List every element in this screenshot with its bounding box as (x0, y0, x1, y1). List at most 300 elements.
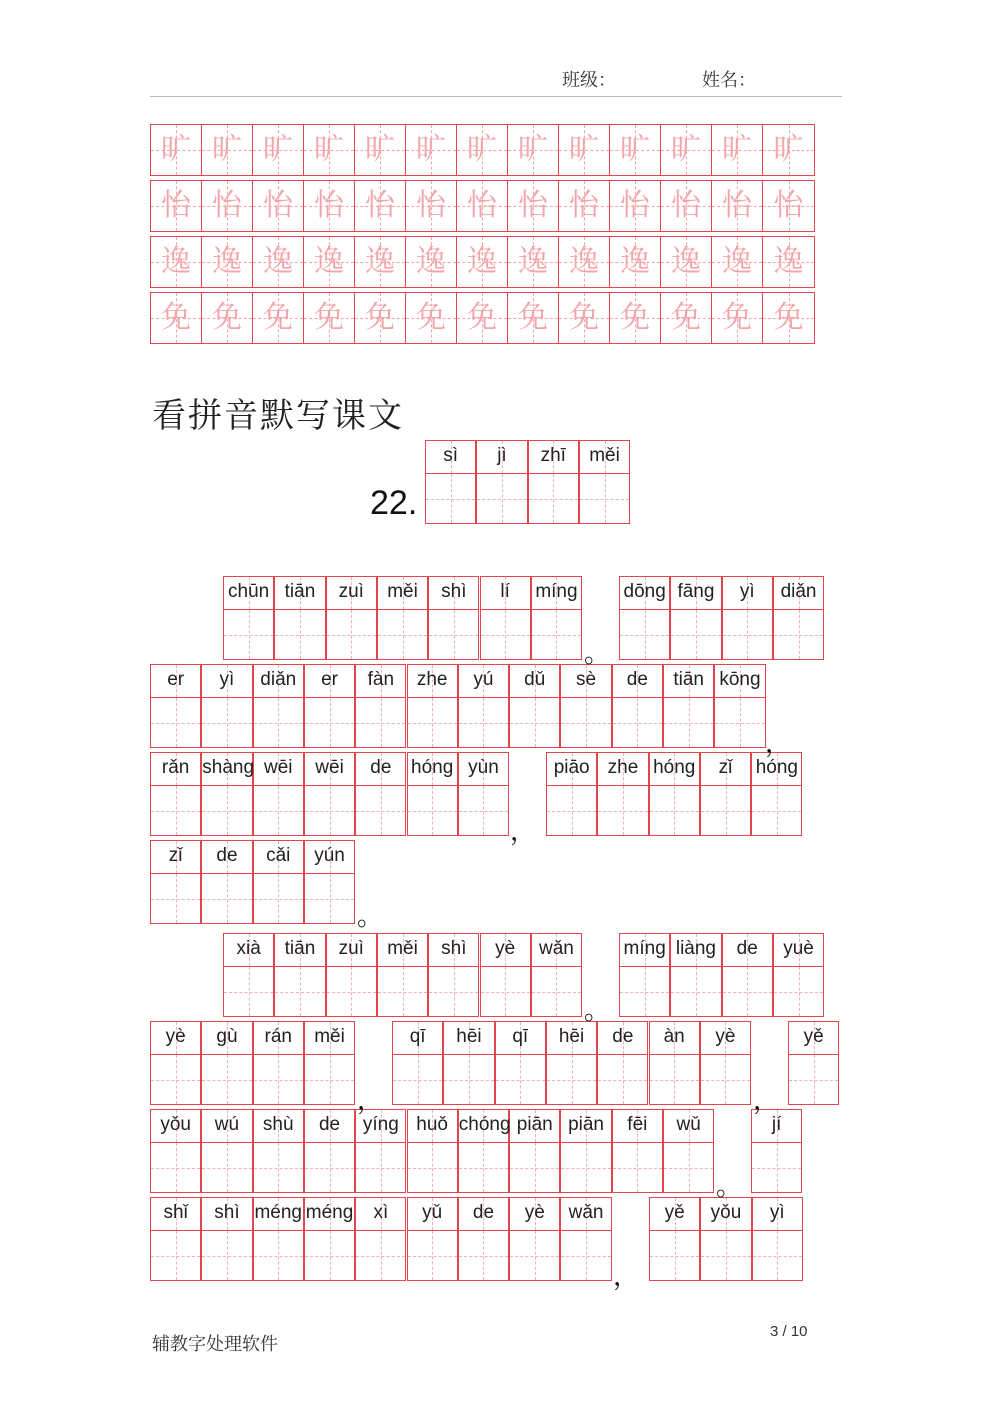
practice-cell[interactable] (151, 125, 202, 175)
pinyin-cell (700, 1021, 751, 1105)
pinyin-cell (150, 752, 201, 836)
practice-cell[interactable] (406, 237, 457, 287)
practice-cell[interactable] (304, 237, 355, 287)
write-box[interactable] (408, 1142, 457, 1192)
pinyin-cell (304, 664, 355, 748)
practice-cell[interactable] (253, 181, 304, 231)
practice-cell[interactable] (355, 181, 406, 231)
write-box[interactable] (580, 473, 629, 523)
pinyin-syllable: sì (443, 445, 459, 466)
pinyin-cell (649, 1021, 700, 1105)
write-box[interactable] (275, 609, 324, 659)
pinyin-syllable: shì (441, 581, 467, 602)
pinyin-cell (597, 1021, 648, 1105)
pinyin-syllable: míng (535, 581, 578, 602)
trace-character: 逸 (416, 244, 446, 279)
pinyin-syllable: rán (264, 1026, 292, 1047)
write-box[interactable] (378, 609, 427, 659)
practice-cell[interactable] (661, 293, 712, 343)
pinyin-group-12 (150, 1109, 714, 1193)
pinyin-cell (458, 1197, 509, 1281)
write-box[interactable] (650, 785, 699, 835)
pinyin-cell (304, 1021, 355, 1105)
practice-cell[interactable] (610, 293, 661, 343)
pinyin-cell (355, 752, 406, 836)
practice-cell[interactable] (661, 237, 712, 287)
write-box[interactable] (305, 873, 354, 923)
trace-character: 旷 (569, 132, 599, 167)
practice-cell[interactable] (559, 125, 610, 175)
pinyin-cell (304, 1109, 355, 1193)
trace-character: 逸 (620, 244, 650, 279)
pinyin-syllable: de (626, 669, 648, 690)
pinyin-syllable: piāo (553, 757, 590, 778)
trace-character: 旷 (212, 132, 242, 167)
trace-character: 免 (314, 300, 344, 335)
write-box[interactable] (532, 609, 581, 659)
trace-character: 逸 (773, 244, 804, 279)
pinyin-cell (377, 933, 428, 1017)
write-box[interactable] (510, 1230, 559, 1280)
write-box[interactable] (752, 785, 801, 835)
write-box[interactable] (305, 1054, 354, 1104)
write-box[interactable] (151, 785, 200, 835)
practice-cell[interactable] (355, 237, 406, 287)
trace-character: 旷 (314, 132, 344, 167)
trace-character: 免 (773, 300, 804, 335)
pinyin-cell (663, 1109, 714, 1193)
pinyin-syllable: yì (769, 1202, 785, 1223)
trace-character: 逸 (212, 244, 242, 279)
pinyin-cell (752, 1197, 803, 1281)
practice-cell[interactable] (661, 181, 712, 231)
pinyin-cell (425, 440, 476, 524)
write-box[interactable] (481, 966, 530, 1016)
write-box[interactable] (305, 1142, 354, 1192)
pinyin-cell (253, 1197, 304, 1281)
write-box[interactable] (459, 1142, 508, 1192)
pinyin-cell (670, 933, 721, 1017)
pinyin-cell (304, 840, 355, 924)
write-box[interactable] (254, 873, 303, 923)
pinyin-cell (579, 440, 630, 524)
write-box[interactable] (496, 1054, 545, 1104)
write-box[interactable] (202, 697, 251, 747)
practice-cell[interactable] (610, 237, 661, 287)
write-box[interactable] (477, 473, 526, 523)
trace-character: 逸 (518, 244, 548, 279)
write-box[interactable] (510, 697, 559, 747)
pinyin-cell (458, 752, 509, 836)
practice-cell[interactable] (151, 181, 202, 231)
write-box[interactable] (774, 966, 823, 1016)
pinyin-cell (509, 1109, 560, 1193)
write-box[interactable] (723, 966, 772, 1016)
pinyin-syllable: dōng (623, 581, 666, 602)
pinyin-cell (546, 752, 597, 836)
pinyin-syllable: àn (663, 1026, 685, 1047)
write-box[interactable] (789, 1054, 838, 1104)
write-box[interactable] (613, 697, 662, 747)
write-box[interactable] (620, 609, 669, 659)
pinyin-syllable: er (167, 669, 185, 690)
write-box[interactable] (510, 1142, 559, 1192)
practice-cell[interactable] (151, 293, 202, 343)
section-title: 看拼音默写课文 (152, 396, 404, 436)
pinyin-syllable: xì (373, 1202, 389, 1223)
write-box[interactable] (327, 609, 376, 659)
pinyin-syllable: chóng (458, 1114, 511, 1135)
punctuation-mark: ， (765, 729, 792, 759)
pinyin-cell (619, 933, 670, 1017)
pinyin-cell (495, 1021, 546, 1105)
write-box[interactable] (378, 966, 427, 1016)
trace-character: 逸 (263, 244, 293, 279)
practice-cell[interactable] (202, 293, 253, 343)
practice-cell[interactable] (151, 237, 202, 287)
write-box[interactable] (671, 609, 720, 659)
write-box[interactable] (561, 1230, 610, 1280)
pinyin-cell (304, 752, 355, 836)
practice-cell[interactable] (253, 237, 304, 287)
write-box[interactable] (305, 785, 354, 835)
write-box[interactable] (529, 473, 578, 523)
pinyin-syllable: yè (524, 1202, 545, 1223)
pinyin-cell (663, 664, 714, 748)
pinyin-syllable: kōng (719, 669, 761, 690)
practice-cell[interactable] (763, 237, 814, 287)
practice-cell[interactable] (763, 181, 814, 231)
pinyin-group-9 (150, 1021, 355, 1105)
practice-cell[interactable] (661, 125, 712, 175)
write-box[interactable] (547, 1054, 596, 1104)
pinyin-cell (458, 664, 509, 748)
write-box[interactable] (715, 697, 764, 747)
practice-cell[interactable] (763, 293, 814, 343)
write-box[interactable] (151, 697, 200, 747)
pinyin-cell (700, 1197, 751, 1281)
write-box[interactable] (723, 609, 772, 659)
write-box[interactable] (202, 1054, 251, 1104)
pinyin-syllable: zhe (416, 669, 448, 690)
write-box[interactable] (202, 785, 251, 835)
pinyin-syllable: lí (500, 581, 510, 602)
write-box[interactable] (254, 697, 303, 747)
pinyin-syllable: shì (214, 1202, 240, 1223)
pinyin-syllable: yě (803, 1026, 824, 1047)
pinyin-syllable: huǒ (416, 1114, 448, 1135)
pinyin-syllable: yíng (362, 1114, 399, 1135)
pinyin-cell (751, 1109, 802, 1193)
pinyin-group-5 (546, 752, 803, 836)
write-box[interactable] (620, 966, 669, 1016)
pinyin-cell (612, 664, 663, 748)
write-box[interactable] (275, 966, 324, 1016)
pinyin-syllable: er (321, 669, 338, 690)
write-box[interactable] (598, 1054, 647, 1104)
write-box[interactable] (356, 1142, 405, 1192)
write-box[interactable] (408, 1230, 457, 1280)
practice-cell[interactable] (508, 237, 559, 287)
practice-cell[interactable] (457, 293, 508, 343)
pinyin-cell (201, 752, 255, 836)
write-box[interactable] (305, 1230, 354, 1280)
practice-cell[interactable] (202, 237, 253, 287)
pinyin-cell (253, 1109, 304, 1193)
pinyin-syllable: shù (262, 1114, 294, 1135)
write-box[interactable] (202, 1230, 251, 1280)
write-box[interactable] (429, 609, 478, 659)
pinyin-cell (253, 1021, 304, 1105)
write-box[interactable] (426, 473, 475, 523)
pinyin-cell (407, 664, 458, 748)
practice-row-2 (150, 180, 815, 232)
class-label: 班级： (562, 70, 616, 91)
pinyin-syllable: fàn (367, 669, 395, 690)
pinyin-syllable: qī (512, 1026, 529, 1047)
trace-character: 免 (467, 300, 497, 335)
write-box[interactable] (327, 966, 376, 1016)
write-box[interactable] (254, 785, 303, 835)
trace-character: 免 (722, 300, 752, 335)
pinyin-syllable: jí (771, 1114, 782, 1135)
practice-cell[interactable] (355, 293, 406, 343)
write-box[interactable] (202, 873, 251, 923)
pinyin-syllable: xià (236, 938, 261, 959)
pinyin-syllable: wú (214, 1114, 240, 1135)
trace-character: 怡 (620, 188, 650, 223)
practice-cell[interactable] (202, 125, 253, 175)
trace-character: 逸 (314, 244, 344, 279)
write-box[interactable] (701, 1230, 750, 1280)
write-box[interactable] (305, 697, 354, 747)
trace-character: 怡 (416, 188, 446, 223)
pinyin-cell (201, 840, 252, 924)
practice-cell[interactable] (457, 125, 508, 175)
write-box[interactable] (774, 609, 823, 659)
pinyin-cell (509, 664, 560, 748)
write-box[interactable] (254, 1230, 303, 1280)
write-box[interactable] (459, 1230, 508, 1280)
write-box[interactable] (561, 1142, 610, 1192)
trace-character: 免 (569, 300, 599, 335)
pinyin-group-1 (223, 576, 582, 660)
write-box[interactable] (547, 785, 596, 835)
pinyin-cell (326, 576, 377, 660)
trace-character: 免 (365, 300, 395, 335)
write-box[interactable] (481, 609, 530, 659)
pinyin-cell (274, 576, 325, 660)
pinyin-cell (150, 664, 201, 748)
pinyin-syllable: cǎi (266, 845, 291, 866)
pinyin-syllable: zuì (338, 938, 364, 959)
write-box[interactable] (429, 966, 478, 1016)
pinyin-syllable: shàng (202, 757, 255, 778)
write-box[interactable] (151, 1142, 200, 1192)
pinyin-syllable: de (216, 845, 238, 866)
write-box[interactable] (561, 697, 610, 747)
practice-cell[interactable] (508, 293, 559, 343)
write-box[interactable] (151, 1230, 200, 1280)
pinyin-cell (476, 440, 527, 524)
practice-row-1 (150, 124, 815, 176)
write-box[interactable] (393, 1054, 442, 1104)
pinyin-syllable: zuì (338, 581, 364, 602)
practice-cell[interactable] (559, 237, 610, 287)
practice-cell[interactable] (457, 181, 508, 231)
practice-cell[interactable] (559, 181, 610, 231)
write-box[interactable] (532, 966, 581, 1016)
pinyin-cell (223, 576, 274, 660)
write-box[interactable] (459, 785, 508, 835)
practice-cell[interactable] (406, 125, 457, 175)
practice-cell[interactable] (610, 181, 661, 231)
pinyin-cell (407, 752, 458, 836)
practice-cell[interactable] (712, 125, 763, 175)
punctuation-mark: ， (753, 1086, 780, 1116)
practice-cell[interactable] (508, 181, 559, 231)
pinyin-syllable: jì (497, 445, 507, 466)
trace-character: 旷 (773, 132, 804, 167)
trace-character: 免 (518, 300, 548, 335)
pinyin-syllable: wēi (263, 757, 293, 778)
trace-character: 怡 (773, 188, 804, 223)
trace-character: 旷 (263, 132, 293, 167)
pinyin-syllable: hēi (558, 1026, 585, 1047)
pinyin-syllable: chūn (228, 581, 270, 602)
pinyin-cell (560, 1197, 611, 1281)
pinyin-cell (223, 933, 274, 1017)
write-box[interactable] (408, 785, 457, 835)
practice-cell[interactable] (304, 125, 355, 175)
pinyin-group-15 (649, 1197, 803, 1281)
write-box[interactable] (408, 697, 457, 747)
pinyin-cell (150, 1021, 201, 1105)
pinyin-cell (274, 933, 325, 1017)
practice-cell[interactable] (202, 181, 253, 231)
practice-cell[interactable] (406, 181, 457, 231)
pinyin-cell (377, 576, 428, 660)
pinyin-cell (670, 576, 721, 660)
pinyin-syllable: tiān (284, 581, 316, 602)
trace-character: 怡 (467, 188, 497, 223)
write-box[interactable] (444, 1054, 493, 1104)
practice-cell[interactable] (304, 181, 355, 231)
practice-cell[interactable] (508, 125, 559, 175)
trace-character: 旷 (671, 132, 701, 167)
pinyin-syllable: yì (219, 669, 235, 690)
write-box[interactable] (613, 1142, 662, 1192)
write-box[interactable] (701, 785, 750, 835)
pinyin-syllable: hóng (755, 757, 798, 778)
write-box[interactable] (356, 1230, 405, 1280)
pinyin-cell (407, 1197, 458, 1281)
write-box[interactable] (753, 1230, 802, 1280)
trace-character: 怡 (365, 188, 395, 223)
practice-cell[interactable] (457, 237, 508, 287)
pinyin-group-7 (223, 933, 582, 1017)
write-box[interactable] (671, 966, 720, 1016)
pinyin-syllable: wǎn (539, 938, 574, 959)
punctuation-mark: 。 (584, 996, 611, 1026)
pinyin-syllable: méng (305, 1202, 354, 1223)
practice-cell[interactable] (253, 125, 304, 175)
trace-character: 旷 (161, 132, 191, 167)
pinyin-syllable: měi (314, 1026, 345, 1047)
practice-cell[interactable] (355, 125, 406, 175)
write-box[interactable] (202, 1142, 251, 1192)
pinyin-cell (773, 933, 824, 1017)
lesson-title-group (425, 440, 630, 524)
practice-cell[interactable] (712, 237, 763, 287)
pinyin-cell (649, 752, 700, 836)
pinyin-cell (392, 1021, 443, 1105)
page-number: 3 / 10 (770, 1323, 808, 1340)
pinyin-cell (201, 1109, 252, 1193)
pinyin-cell (150, 1197, 201, 1281)
pinyin-syllable: yǒu (710, 1202, 742, 1223)
pinyin-syllable: hēi (456, 1026, 482, 1047)
pinyin-cell (201, 664, 252, 748)
write-box[interactable] (356, 785, 405, 835)
practice-cell[interactable] (610, 125, 661, 175)
write-box[interactable] (459, 697, 508, 747)
practice-cell[interactable] (712, 181, 763, 231)
write-box[interactable] (151, 873, 200, 923)
practice-cell[interactable] (406, 293, 457, 343)
write-box[interactable] (151, 1054, 200, 1104)
write-box[interactable] (701, 1054, 750, 1104)
pinyin-syllable: hóng (411, 757, 454, 778)
pinyin-cell (407, 1109, 458, 1193)
practice-cell[interactable] (304, 293, 355, 343)
practice-cell[interactable] (712, 293, 763, 343)
trace-character: 免 (263, 300, 293, 335)
pinyin-cell (714, 664, 765, 748)
pinyin-syllable: yún (314, 845, 345, 866)
practice-cell[interactable] (253, 293, 304, 343)
write-box[interactable] (254, 1142, 303, 1192)
write-box[interactable] (664, 1142, 713, 1192)
write-box[interactable] (224, 966, 273, 1016)
write-box[interactable] (650, 1054, 699, 1104)
practice-cell[interactable] (763, 125, 814, 175)
pinyin-syllable: yuè (783, 938, 814, 959)
write-box[interactable] (650, 1230, 699, 1280)
write-box[interactable] (598, 785, 647, 835)
write-box[interactable] (356, 697, 405, 747)
write-box[interactable] (254, 1054, 303, 1104)
write-box[interactable] (664, 697, 713, 747)
pinyin-syllable: liàng (675, 938, 717, 959)
punctuation-mark: ， (613, 1262, 640, 1292)
pinyin-syllable: de (318, 1114, 341, 1135)
write-box[interactable] (224, 609, 273, 659)
pinyin-cell (722, 576, 773, 660)
pinyin-syllable: de (472, 1202, 495, 1223)
pinyin-syllable: měi (387, 938, 418, 959)
pinyin-cell (612, 1109, 663, 1193)
pinyin-cell (597, 752, 648, 836)
practice-cell[interactable] (559, 293, 610, 343)
pinyin-cell (700, 752, 751, 836)
pinyin-cell (150, 840, 201, 924)
write-box[interactable] (752, 1142, 801, 1192)
punctuation-mark: 。 (357, 902, 384, 932)
pinyin-syllable: zǐ (168, 845, 183, 866)
pinyin-syllable: shǐ (163, 1202, 188, 1223)
pinyin-syllable: fāng (677, 581, 715, 602)
